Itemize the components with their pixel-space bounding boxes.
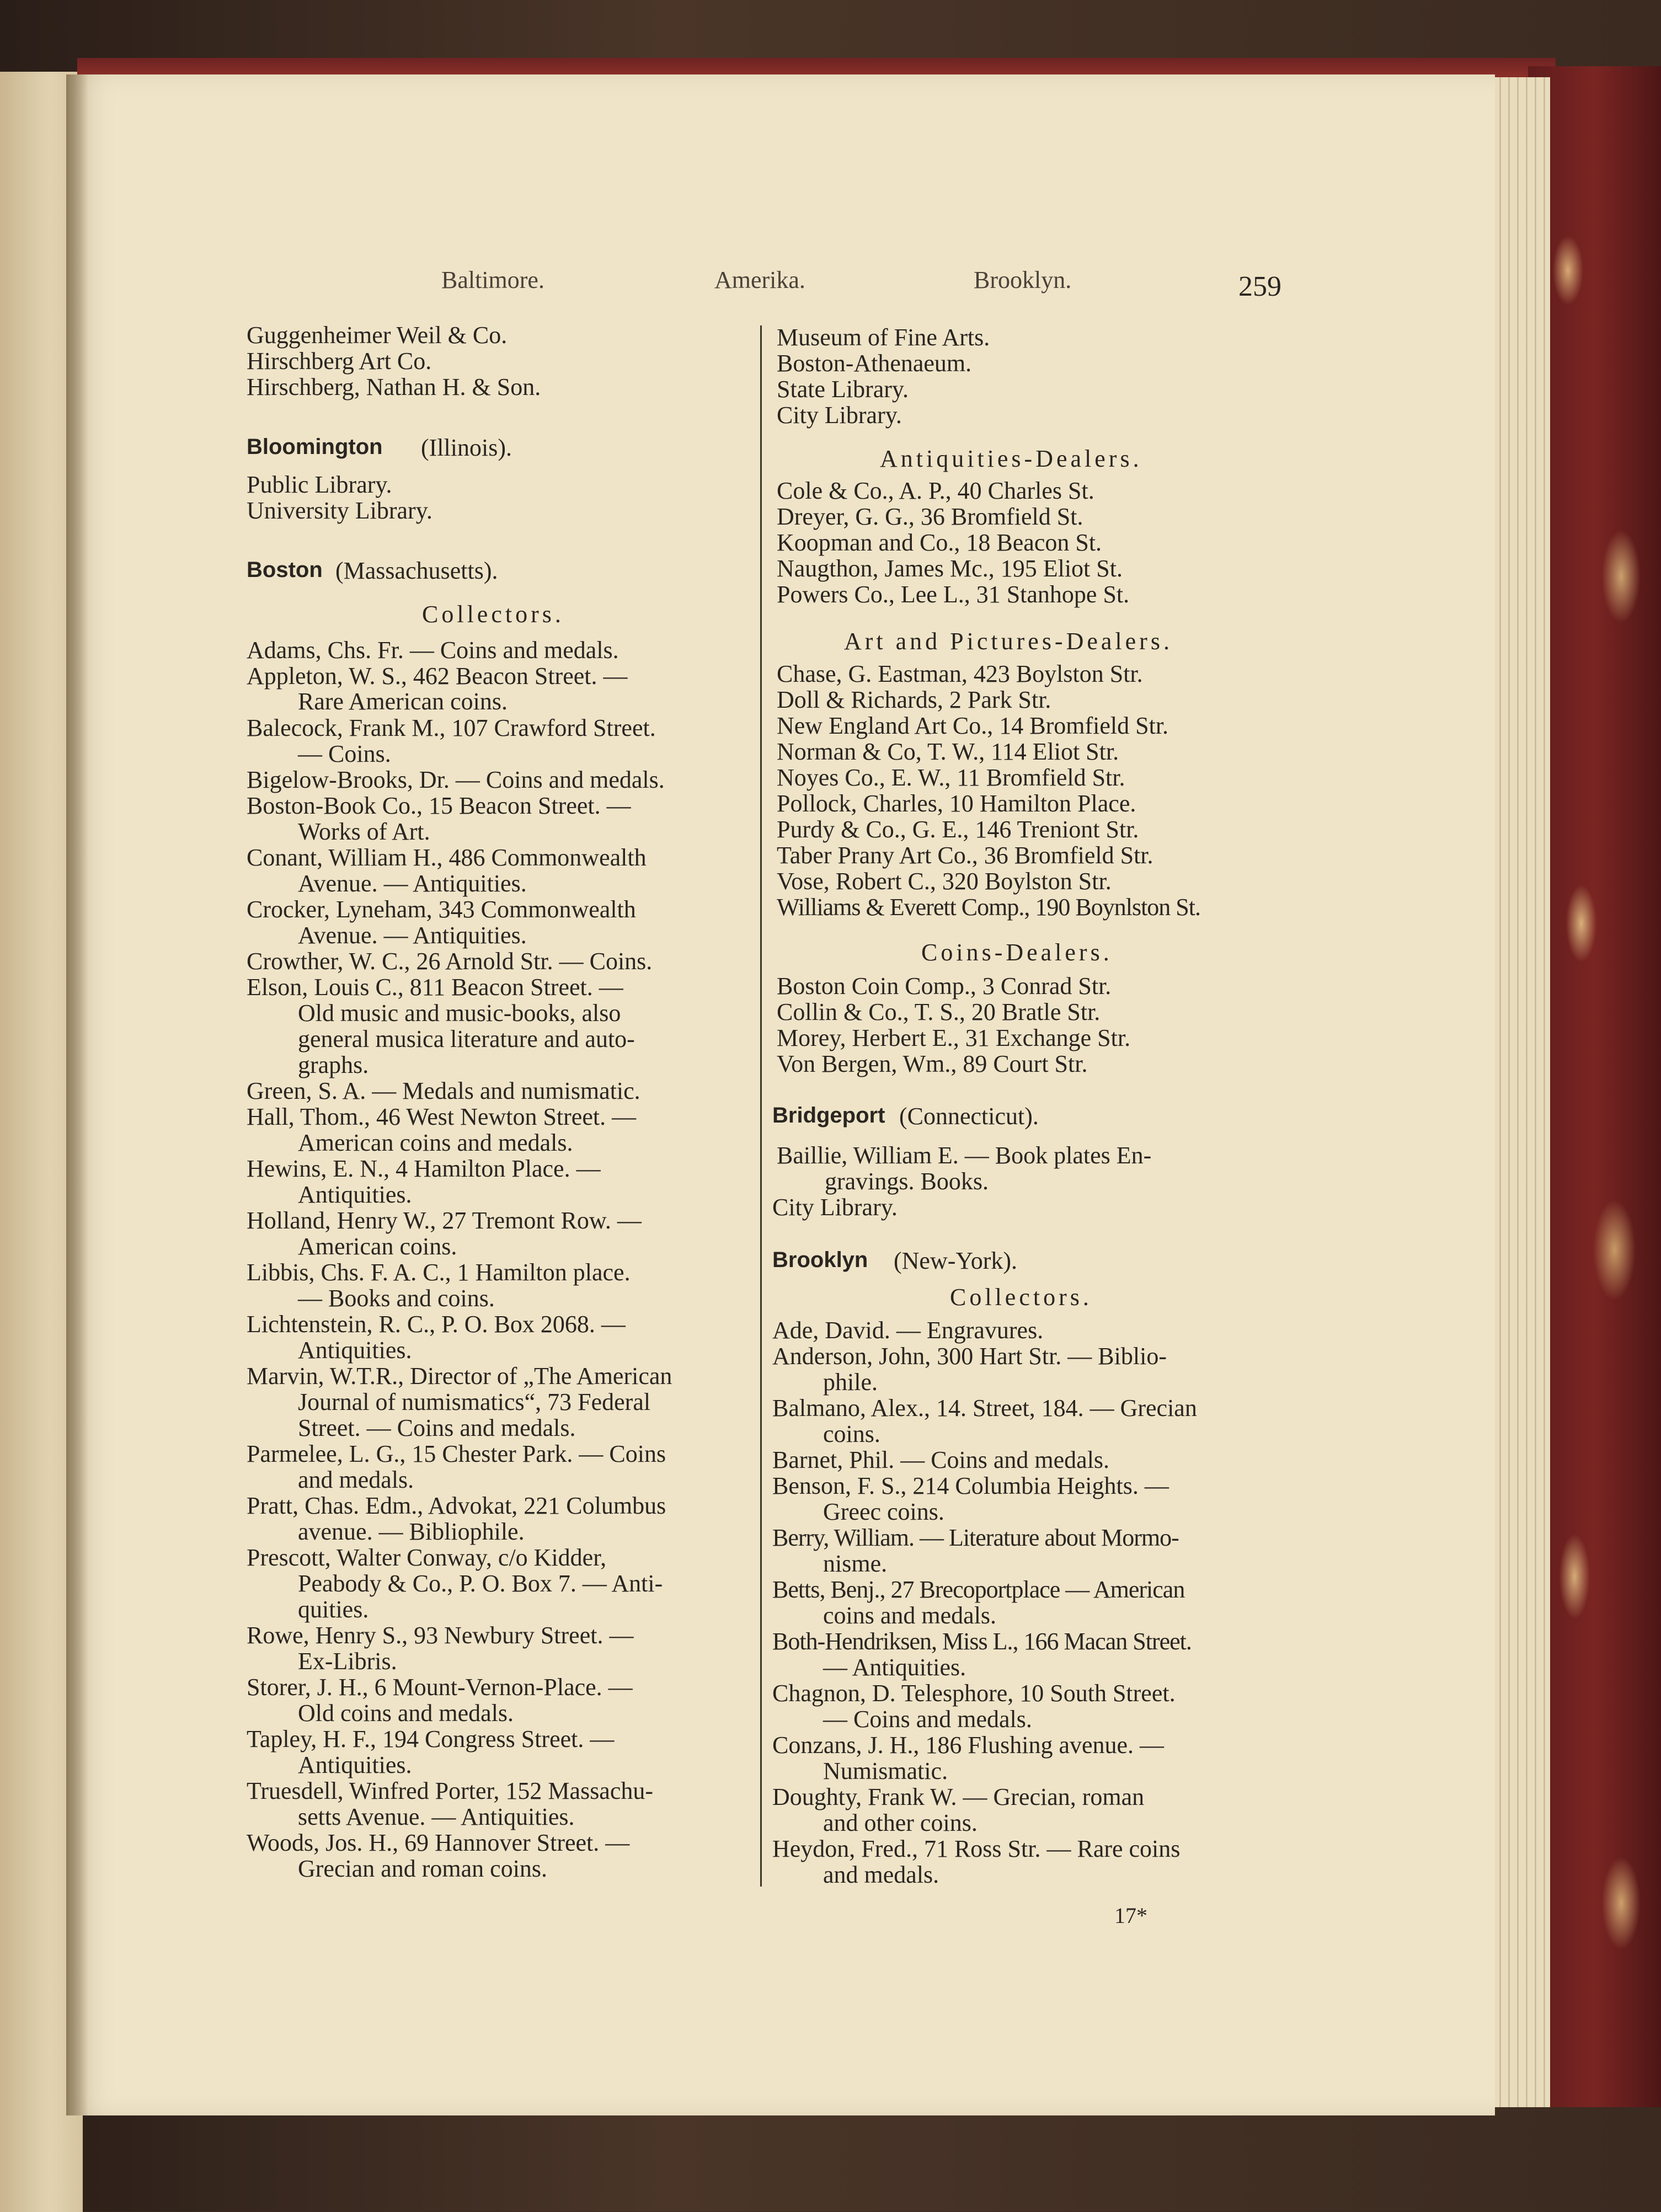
entry-line: Chase, G. Eastman, 423 Boylston Str.	[777, 660, 1143, 687]
entry-line: Barnet, Phil. — Coins and medals.	[772, 1446, 1110, 1473]
entry-line: City Library.	[777, 402, 902, 429]
entry-line: Ex-Libris.	[298, 1648, 397, 1675]
entry-line: Powers Co., Lee L., 31 Stanhope St.	[777, 581, 1130, 608]
entry-line: Grecian and roman coins.	[298, 1855, 548, 1882]
entry-line: Truesdell, Winfred Porter, 152 Massachu-	[247, 1777, 654, 1804]
entry-line: Pollock, Charles, 10 Hamilton Place.	[777, 790, 1136, 817]
entry-line: gravings. Books.	[825, 1168, 989, 1195]
entry-line: Woods, Jos. H., 69 Hannover Street. —	[247, 1829, 630, 1856]
entry-line: Balecock, Frank M., 107 Crawford Street.	[247, 714, 656, 741]
entry-line: Conant, William H., 486 Commonwealth	[247, 844, 647, 871]
entry-line: Hirschberg, Nathan H. & Son.	[247, 373, 541, 400]
place-region: (Connecticut).	[899, 1103, 1039, 1130]
entry-line: Old music and music-books, also	[298, 1000, 621, 1027]
entry-line: Both-Hendriksen, Miss L., 166 Macan Street.	[772, 1628, 1192, 1655]
entry-line: — Books and coins.	[298, 1285, 495, 1312]
entry-line: Betts, Benj., 27 Brecoportplace — American	[772, 1576, 1185, 1603]
entry-line: Parmelee, L. G., 15 Chester Park. — Coins	[247, 1440, 666, 1467]
entry-line: Rowe, Henry S., 93 Newbury Street. —	[247, 1622, 634, 1649]
entry-line: quities.	[298, 1596, 369, 1623]
place-region: (Illinois).	[421, 434, 512, 461]
entry-line: Benson, F. S., 214 Columbia Heights. —	[772, 1472, 1169, 1499]
entry-line: avenue. — Bibliophile.	[298, 1518, 525, 1545]
entry-line: Berry, William. — Literature about Mormo-	[772, 1524, 1179, 1551]
section-heading: Art and Pictures-Dealers.	[844, 628, 1173, 655]
entry-line: Prescott, Walter Conway, c/o Kidder,	[247, 1544, 607, 1571]
place-region: (New-York).	[894, 1247, 1018, 1274]
entry-line: Avenue. — Antiquities.	[298, 870, 527, 897]
entry-line: graphs.	[298, 1051, 369, 1078]
entry-line: Greec coins.	[823, 1498, 944, 1525]
entry-line: and medals.	[823, 1861, 939, 1888]
entry-line: Elson, Louis C., 811 Beacon Street. —	[247, 974, 623, 1001]
entry-line: Morey, Herbert E., 31 Exchange Str.	[777, 1024, 1131, 1051]
entry-line: phile.	[823, 1369, 878, 1396]
header-right: Brooklyn.	[974, 266, 1072, 293]
entry-line: Hewins, E. N., 4 Hamilton Place. —	[247, 1155, 601, 1182]
entry-line: Chagnon, D. Telesphore, 10 South Street.	[772, 1680, 1176, 1707]
entry-line: — Coins.	[298, 740, 391, 767]
entry-line: New England Art Co., 14 Bromfield Str.	[777, 712, 1169, 739]
entry-line: City Library.	[772, 1194, 898, 1221]
entry-line: and medals.	[298, 1466, 414, 1493]
place-heading: Brooklyn	[772, 1248, 868, 1272]
entry-line: Adams, Chs. Fr. — Coins and medals.	[247, 637, 619, 664]
entry-line: Bigelow-Brooks, Dr. — Coins and medals.	[247, 766, 665, 793]
entry-line: Conzans, J. H., 186 Flushing avenue. —	[772, 1732, 1165, 1759]
entry-line: — Coins and medals.	[823, 1706, 1032, 1733]
entry-line: Hall, Thom., 46 West Newton Street. —	[247, 1103, 637, 1130]
entry-line: Appleton, W. S., 462 Beacon Street. —	[247, 662, 628, 690]
entry-line: Street. — Coins and medals.	[298, 1414, 576, 1441]
entry-line: Rare American coins.	[298, 688, 508, 715]
entry-line: Lichtenstein, R. C., P. O. Box 2068. —	[247, 1311, 626, 1338]
entry-line: Anderson, John, 300 Hart Str. — Biblio-	[772, 1343, 1167, 1370]
entry-line: Antiquities.	[298, 1337, 412, 1364]
entry-line: Purdy & Co., G. E., 146 Treniont Str.	[777, 816, 1139, 843]
entry-line: general musica literature and auto-	[298, 1025, 635, 1052]
entry-line: Museum of Fine Arts.	[777, 324, 990, 351]
entry-line: Collin & Co., T. S., 20 Bratle Str.	[777, 998, 1101, 1025]
entry-line: Marvin, W.T.R., Director of „The American	[247, 1363, 672, 1390]
entry-line: Crocker, Lyneham, 343 Commonwealth	[247, 896, 636, 923]
entry-line: Numismatic.	[823, 1757, 948, 1784]
entry-line: setts Avenue. — Antiquities.	[298, 1803, 575, 1830]
signature-mark: 17*	[1114, 1903, 1147, 1928]
entry-line: Williams & Everett Comp., 190 Boynlston St.	[777, 894, 1200, 921]
entry-line: Storer, J. H., 6 Mount-Vernon-Place. —	[247, 1674, 633, 1701]
entry-line: University Library.	[247, 497, 432, 524]
section-heading: Coins-Dealers.	[921, 939, 1113, 966]
entry-line: Boston Coin Comp., 3 Conrad Str.	[777, 973, 1112, 1000]
entry-line: Peabody & Co., P. O. Box 7. — Anti-	[298, 1570, 663, 1597]
entry-line: State Library.	[777, 376, 909, 403]
header-center: Amerika.	[714, 266, 805, 293]
entry-line: Antiquities.	[298, 1751, 412, 1778]
section-heading: Collectors.	[422, 601, 564, 628]
entry-line: Libbis, Chs. F. A. C., 1 Hamilton place.	[247, 1259, 631, 1286]
entry-line: coins and medals.	[823, 1602, 997, 1629]
entry-line: Holland, Henry W., 27 Tremont Row. —	[247, 1207, 642, 1234]
entry-line: nisme.	[823, 1550, 888, 1577]
header-left: Baltimore.	[441, 266, 544, 293]
entry-line: Doughty, Frank W. — Grecian, roman	[772, 1783, 1145, 1810]
entry-line: Taber Prany Art Co., 36 Bromfield Str.	[777, 842, 1153, 869]
entry-line: Noyes Co., E. W., 11 Bromfield Str.	[777, 764, 1125, 791]
place-heading: Bloomington	[247, 435, 383, 459]
entry-line: Old coins and medals.	[298, 1700, 514, 1727]
page-gutter	[66, 74, 88, 2115]
page-number: 259	[1238, 271, 1281, 302]
section-heading: Antiquities-Dealers.	[880, 445, 1142, 472]
entry-line: Green, S. A. — Medals and numismatic.	[247, 1077, 640, 1104]
entry-line: Boston-Book Co., 15 Beacon Street. —	[247, 792, 631, 819]
entry-line: Hirschberg Art Co.	[247, 348, 432, 375]
entry-line: Von Bergen, Wm., 89 Court Str.	[777, 1050, 1088, 1077]
entry-line: Journal of numismatics“, 73 Federal	[298, 1388, 651, 1415]
entry-line: Doll & Richards, 2 Park Str.	[777, 686, 1051, 713]
entry-line: Dreyer, G. G., 36 Bromfield St.	[777, 503, 1083, 530]
place-region: (Massachusetts).	[335, 557, 498, 584]
entry-line: Tapley, H. F., 194 Congress Street. —	[247, 1725, 615, 1752]
entry-line: Pratt, Chas. Edm., Advokat, 221 Columbus	[247, 1492, 666, 1519]
entry-line: Baillie, William E. — Book plates En-	[777, 1142, 1152, 1169]
entry-line: American coins.	[298, 1233, 457, 1260]
entry-line: Antiquities.	[298, 1181, 412, 1208]
entry-line: Heydon, Fred., 71 Ross Str. — Rare coins	[772, 1835, 1181, 1862]
entry-line: and other coins.	[823, 1809, 978, 1836]
entry-line: Cole & Co., A. P., 40 Charles St.	[777, 477, 1094, 504]
entry-line: Vose, Robert C., 320 Boylston Str.	[777, 868, 1112, 895]
entry-line: Works of Art.	[298, 818, 430, 845]
entry-line: Guggenheimer Weil & Co.	[247, 322, 508, 349]
place-heading: Boston	[247, 558, 323, 582]
entry-line: Ade, David. — Engravures.	[772, 1317, 1044, 1344]
entry-line: American coins and medals.	[298, 1129, 573, 1156]
entry-line: Naugthon, James Mc., 195 Eliot St.	[777, 555, 1123, 582]
entry-line: Public Library.	[247, 471, 392, 498]
entry-line: coins.	[823, 1420, 880, 1447]
entry-line: — Antiquities.	[823, 1654, 966, 1681]
column-rule	[760, 325, 762, 1887]
place-heading: Bridgeport	[772, 1103, 885, 1128]
entry-line: Norman & Co, T. W., 114 Eliot Str.	[777, 738, 1119, 765]
entry-line: Balmano, Alex., 14. Street, 184. — Grecian	[772, 1394, 1197, 1422]
entry-line: Boston-Athenaeum.	[777, 350, 972, 377]
entry-line: Koopman and Co., 18 Beacon St.	[777, 529, 1102, 556]
entry-line: Avenue. — Antiquities.	[298, 922, 527, 949]
section-heading: Collectors.	[950, 1284, 1092, 1311]
entry-line: Crowther, W. C., 26 Arnold Str. — Coins.	[247, 948, 653, 975]
